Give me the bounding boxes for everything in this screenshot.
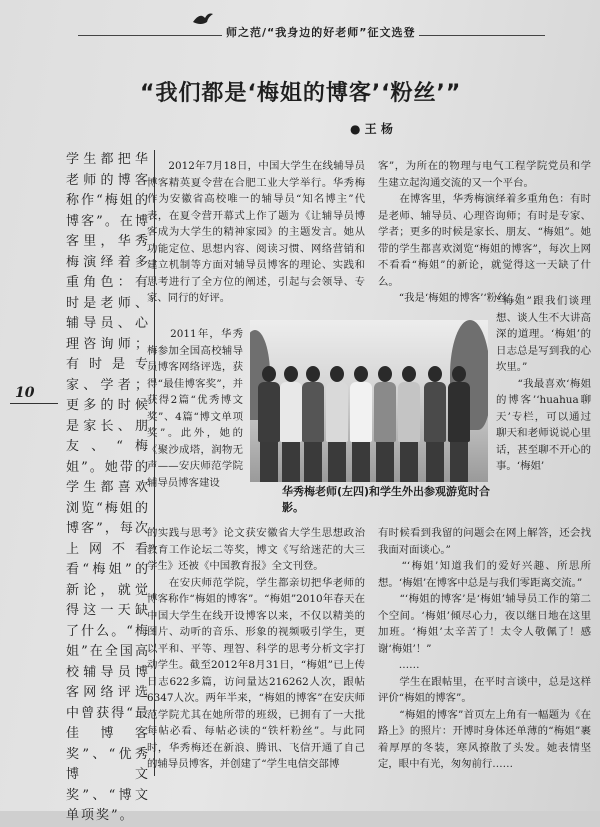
body-col2-top: 客”，为所在的物理与电气工程学院党员和学生建立起沟通交流的又一个平台。 在博客里，华秀梅演绎着多重角色：有时是老师、辅导员、心理咨询师；有时是专家、学者；更多的时候是家长、朋友、“梅姐”。她带的学生都喜欢浏览“梅姐的博客”，每次上网不看看“梅姐”的新论，就觉得这一天缺了什么。 “我是‘梅姐的博客’‘粉丝’。”	[378, 160, 591, 304]
photo-person	[302, 366, 324, 482]
photo-person	[374, 366, 396, 482]
photo-person	[280, 366, 302, 482]
body-col1-narrow: 2011年，华秀梅参加全国高校辅导员博客网络评选，获得“最佳博客奖”，并获得2篇“优秀博文奖”、4篇“博文单项奖”。此外，她的《聚沙成塔，润物无声——安庆师范学院辅导员博客建设	[147, 328, 243, 489]
page-number-rule	[10, 403, 58, 404]
photo-caption: 华秀梅老师(左四)和学生外出参观游览时合影。	[282, 485, 491, 514]
photo-person	[398, 366, 420, 482]
photo-person	[326, 366, 348, 482]
body-col1-bottom: 的实践与思考》论文获安徽省大学生思想政治教育工作论坛二等奖，博文《写给迷茫的大三学生》还被《中国教育报》全文刊登。 在安庆师范学院，学生都亲切把华老师的博客称作“梅姐的博客”。“梅姐”2010年春天在中国大学生在线开设博客以来，不仅以精美的图片、动听的音乐、形象的视频吸引学生，更以平和、平等、理智、科学的思考分析文字打动学生。截至2012年8月31日，“梅姐”已上传日志622多篇，访问量达216262人次，跟帖6347人次。两年半来，“梅姐的博客”在安庆师范学院尤其在她所带的班级，已拥有了一大批每帖必看、每帖必读的“铁杆粉丝”。与此同时，华秀梅还在新浪、腾讯、飞信开通了自己的辅导员博客，并创建了“学生电信交部博	[147, 527, 365, 770]
body-col2-narrow: “梅姐”跟我们谈理想、谈人生不大讲高深的道理。‘梅姐’的日志总是写到我的心坎里。” “我最喜欢‘梅姐的博客’‘huahua聊天’专栏，可以通过聊天和老师说说心里话，甚至聊不开心的事。‘梅姐’	[496, 295, 591, 472]
body-col2-bottom: 有时候看到我留的问题会在网上解答，还会找我面对面谈心。” “‘梅姐’知道我们的爱好兴趣、所思所想。‘梅姐’在博客中总是与我们零距离交流。” “‘梅姐的博客’是‘梅姐’辅导员工作的第二个空间。‘梅姐’倾尽心力，夜以继日地在这里加班。‘梅姐’太辛苦了！太令人敬佩了！感谢‘梅姐’！” …… 学生在跟帖里，在平时言谈中，总是这样评价“梅姐的博客”。 “梅姐的博客”首页左上角有一幅题为《在路上》的照片：开博时身体还单薄的“梅姐”裹着厚厚的冬装，寒风撩散了头发。她表情坚定，眼中有光，匆匆前行……	[378, 527, 591, 770]
sidebar-pull-quote: 学生都把华老师的博客称作“梅姐的博客”。在博客里，华秀梅演绎着多重角色：有时是老师、辅导员、心理咨询师；有时是专家、学者；更多的时候是家长、朋友、“梅姐”。她带的学生都喜欢浏览“梅姐的博客”，每次上网不看看“梅姐”的新论，就觉得这一天缺了什么。“梅姐”在全国高校辅导员博客网络评选中曾获得“最佳博客奖”、“优秀博文奖”、“博文单项奖”。	[66, 152, 150, 823]
article-author: ● 王 杨	[350, 122, 393, 136]
photo-person	[258, 366, 280, 482]
photo-person	[424, 366, 446, 482]
bird-logo-icon	[192, 10, 214, 32]
body-col1-top: 2012年7月18日，中国大学生在线辅导员博客精英夏令营在合肥工业大学举行。华秀梅作为安徽省高校唯一的辅导员“知名博主”代表，在夏令营开幕式上作了题为《让辅导员博客成为大学生的精神家园》的主题发言。她从功能定位、思想内容、阅读习惯、网络营销和建立机制等方面对辅导员博客的理论、实践和思考进行了全方位的阐述，引起与会领导、专家、同行的好评。	[147, 160, 365, 304]
article-title: “我们都是‘梅姐的博客’‘粉丝’”	[140, 81, 462, 106]
column-header	[0, 0, 600, 46]
group-photo	[250, 320, 488, 482]
page-number: 10	[15, 385, 35, 401]
photo-person	[448, 366, 470, 482]
photo-person	[350, 366, 372, 482]
column-name: 师之范/“我身边的好老师”征文选登	[222, 24, 419, 40]
